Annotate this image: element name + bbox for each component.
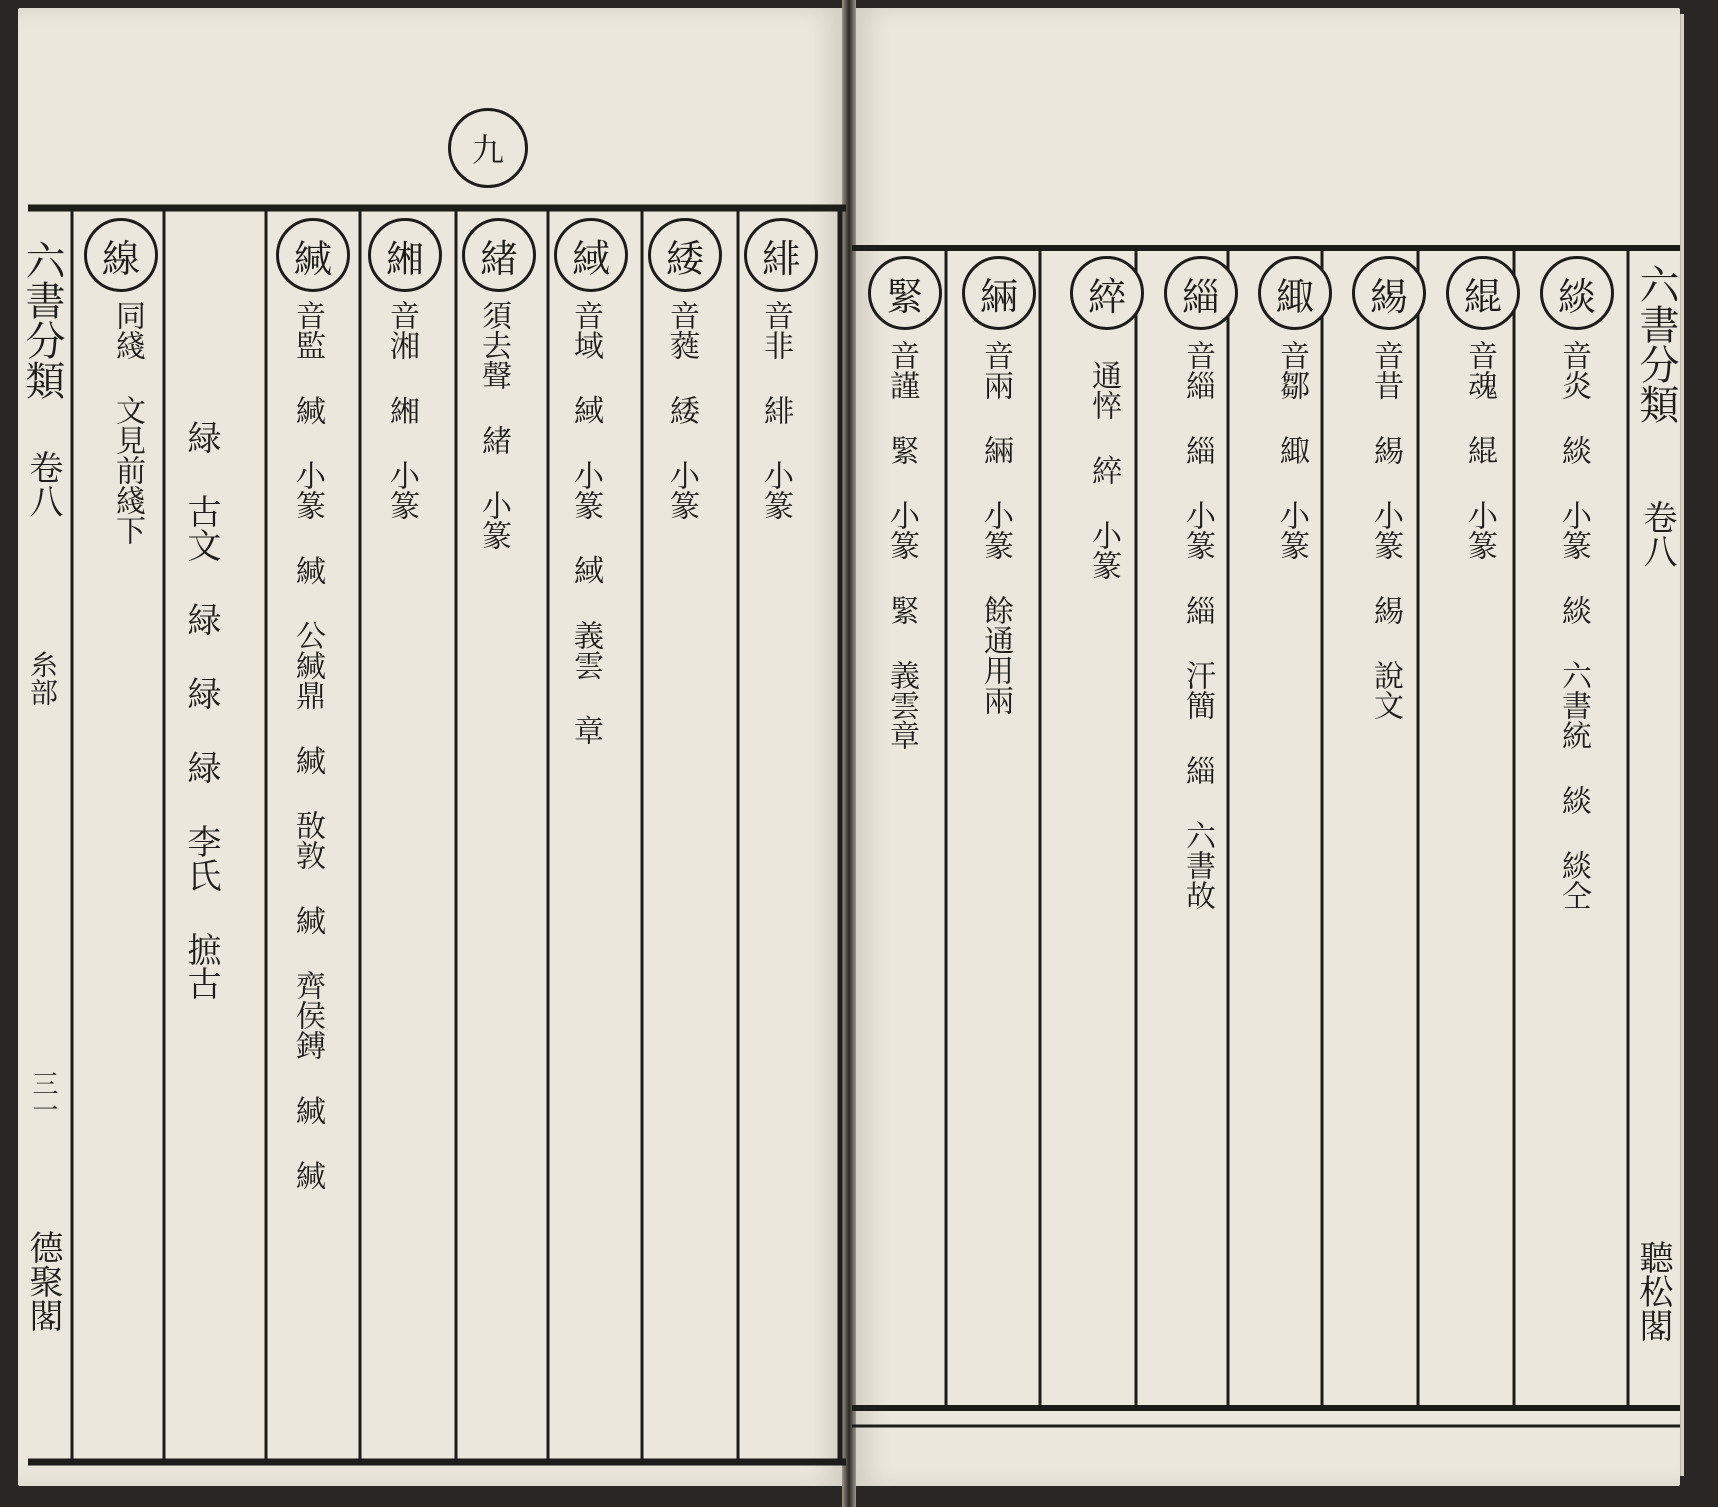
entry-text: 音監 緘 小篆 緘 公緘鼎 緘 敔敦 緘 齊侯鎛 緘 緘: [290, 300, 325, 1190]
entry-head: 緗: [368, 218, 442, 292]
left-margin-volume: 卷八: [23, 450, 63, 518]
entry-text: 音蕤 緌 小篆: [664, 300, 699, 520]
entry-text: 音謹 緊 小篆 緊 義雲章: [884, 340, 919, 750]
page-number-seal: 九: [448, 108, 528, 188]
entry-head: 緌: [648, 218, 722, 292]
entry-text: 音非 緋 小篆: [758, 300, 793, 520]
left-margin-section: 糸部: [26, 650, 59, 706]
right-margin-title: 六書分類: [1633, 264, 1679, 424]
entry-head: 緄: [1446, 256, 1520, 330]
entry-text: 音兩 緉 小篆 餘通用兩: [978, 340, 1013, 715]
entry-head: 緎: [554, 218, 628, 292]
entry-text: 緑 古文 緑 緑 緑 李氏 摭古: [181, 420, 221, 1000]
entry-text: 須去聲 緒 小篆: [476, 300, 511, 550]
entry-head: 緘: [276, 218, 350, 292]
entry-head: 緊: [868, 256, 942, 330]
entry-head: 線: [84, 218, 158, 292]
entry-head: 緉: [962, 256, 1036, 330]
entry-text: 音緇 緇 小篆 緇 汗簡 緇 六書故: [1180, 340, 1215, 910]
left-margin-title: 六書分類: [19, 240, 65, 400]
entry-text: 音鄒 緅 小篆: [1274, 340, 1309, 560]
entry-text: 同綫 文見前綫下: [110, 300, 145, 545]
entry-head: 緂: [1540, 256, 1614, 330]
right-margin-volume: 卷八: [1637, 500, 1677, 568]
entry-text: 音昔 緆 小篆 緆 說文: [1368, 340, 1403, 720]
entry-text: 音湘 緗 小篆: [384, 300, 419, 520]
left-margin-folio: 三一: [28, 1070, 58, 1122]
left-margin-publisher: 德聚閣: [23, 1230, 63, 1332]
entry-head: 緅: [1258, 256, 1332, 330]
entry-head: 緆: [1352, 256, 1426, 330]
entry-text: 音魂 緄 小篆: [1462, 340, 1497, 560]
entry-text: 通悴 綷 小篆: [1086, 360, 1121, 580]
entry-text: 音炎 緂 小篆 緂 六書統 緂 緂仝: [1556, 340, 1591, 910]
entry-head: 綷: [1070, 256, 1144, 330]
entry-head: 緒: [462, 218, 536, 292]
entry-head: 緇: [1164, 256, 1238, 330]
right-margin-publisher: 聽松閣: [1633, 1240, 1673, 1342]
entry-text: 音域 緎 小篆 緎 義雲 章: [568, 300, 603, 745]
entry-head: 緋: [744, 218, 818, 292]
